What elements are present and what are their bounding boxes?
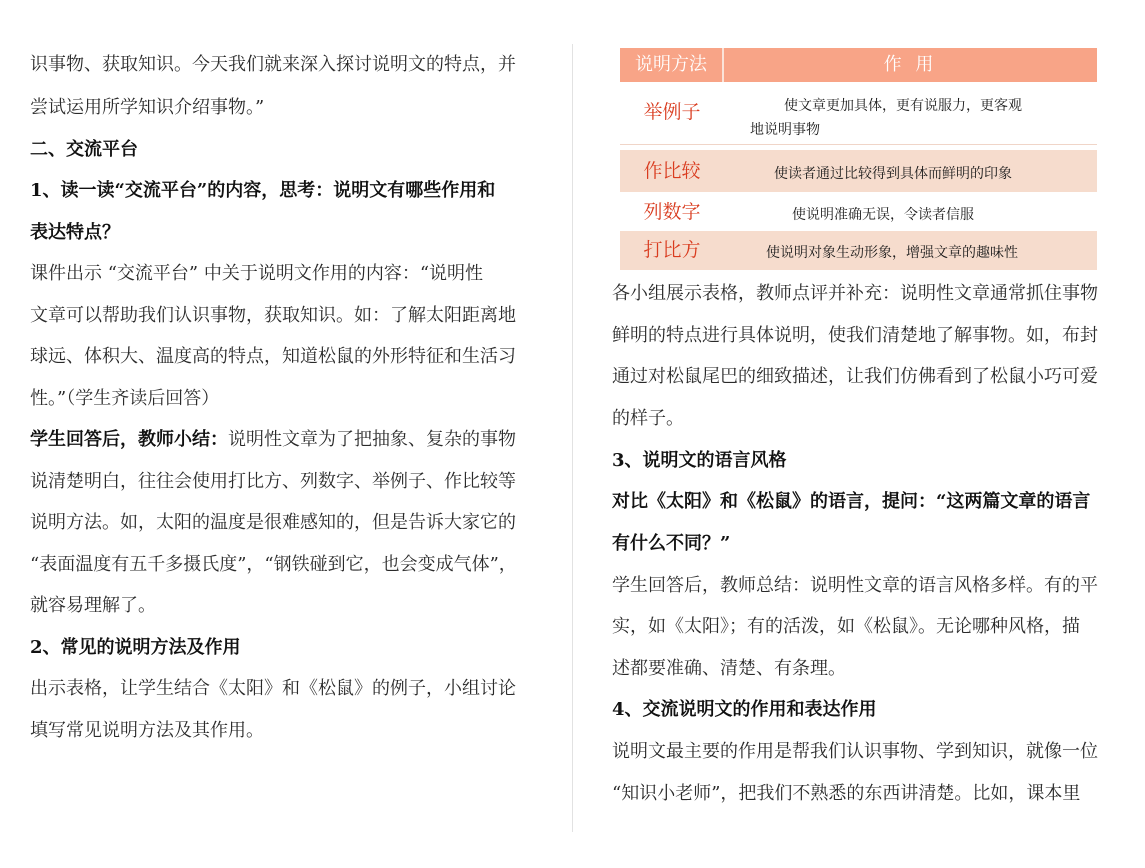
text-line: 性。”（学生齐读后回答）	[30, 388, 220, 409]
text-line: 各小组展示表格，教师点评并补充：说明性文章通常抓住事物	[612, 283, 1098, 304]
text-line: 说明文最主要的作用是帮我们认识事物、学到知识，就像一位	[612, 741, 1098, 762]
summary-label: 学生回答后，教师小结：	[30, 429, 228, 450]
subsection-heading: 2、常见的说明方法及作用	[30, 637, 241, 658]
subsection-heading: 4、交流说明文的作用和表达作用	[612, 699, 877, 720]
method-name: 作比较	[643, 160, 701, 182]
method-effect: 地说明事物	[750, 122, 820, 138]
table-row	[620, 194, 1097, 230]
methods-table	[620, 48, 1097, 270]
method-effect: 使说明对象生动形象，增强文章的趣味性	[766, 245, 1018, 261]
subsection-heading: 3、说明文的语言风格	[612, 450, 787, 471]
text-line: 通过对松鼠尾巴的细致描述，让我们仿佛看到了松鼠小巧可爱	[612, 366, 1098, 387]
text-line: 尝试运用所学知识介绍事物。”	[30, 97, 265, 118]
table-row	[620, 231, 1097, 270]
subsection-heading: 1、读一读“交流平台”的内容，思考：说明文有哪些作用和	[30, 180, 496, 201]
method-name: 列数字	[643, 201, 701, 223]
text-line: 填写常见说明方法及其作用。	[30, 720, 264, 741]
question-text: 对比《太阳》和《松鼠》的语言，提问：“这两篇文章的语言	[612, 491, 1091, 512]
row-divider	[620, 144, 1097, 145]
header-effect: 作 用	[883, 54, 938, 75]
text-line: 就容易理解了。	[30, 595, 156, 616]
text-line: 实，如《太阳》；有的活泼，如《松鼠》。无论哪种风格，描	[612, 616, 1080, 637]
text-line: 球远、体积大、温度高的特点，知道松鼠的外形特征和生活习	[30, 346, 516, 367]
text-line: 述都要准确、清楚、有条理。	[612, 658, 846, 679]
table-header	[620, 48, 1097, 82]
section-heading: 二、交流平台	[30, 139, 138, 160]
text-line: 学生回答后，教师总结：说明性文章的语言风格多样。有的平	[612, 575, 1098, 596]
table-row	[620, 82, 1097, 140]
method-name: 打比方	[643, 239, 701, 261]
text-line: “表面温度有五千多摄氏度”，“钢铁碰到它，也会变成气体”，	[30, 554, 517, 575]
text-line: 鲜明的特点进行具体说明，使我们清楚地了解事物。如，布封	[612, 325, 1098, 346]
text-line: 出示表格，让学生结合《太阳》和《松鼠》的例子，小组讨论	[30, 678, 516, 699]
method-effect: 使文章更加具体，更有说服力，更客观	[784, 98, 1022, 114]
text-line: 说明方法。如，太阳的温度是很难感知的，但是告诉大家它的	[30, 512, 516, 533]
text-line: 识事物、获取知识。今天我们就来深入探讨说明文的特点，并	[30, 54, 516, 75]
summary-text: 说明性文章为了把抽象、复杂的事物	[228, 429, 516, 450]
text-line: “知识小老师”，把我们不熟悉的东西讲清楚。比如，课本里	[612, 783, 1081, 804]
header-method: 说明方法	[635, 54, 707, 75]
table-row	[620, 150, 1097, 192]
text-line: 的样子。	[612, 408, 684, 429]
column-divider	[572, 44, 573, 832]
method-effect: 使说明准确无误，令读者信服	[792, 207, 974, 223]
method-effect: 使读者通过比较得到具体而鲜明的印象	[774, 166, 1012, 182]
method-name: 举例子	[643, 101, 701, 123]
subsection-heading: 表达特点？	[30, 222, 120, 243]
text-line: 说清楚明白，往往会使用打比方、列数字、举例子、作比较等	[30, 471, 516, 492]
question-text: 有什么不同？”	[612, 533, 731, 554]
text-line: 文章可以帮助我们认识事物，获取知识。如：了解太阳距离地	[30, 305, 516, 326]
text-line: 课件出示 “交流平台” 中关于说明文作用的内容：“说明性	[30, 263, 484, 284]
text-line	[30, 428, 516, 452]
